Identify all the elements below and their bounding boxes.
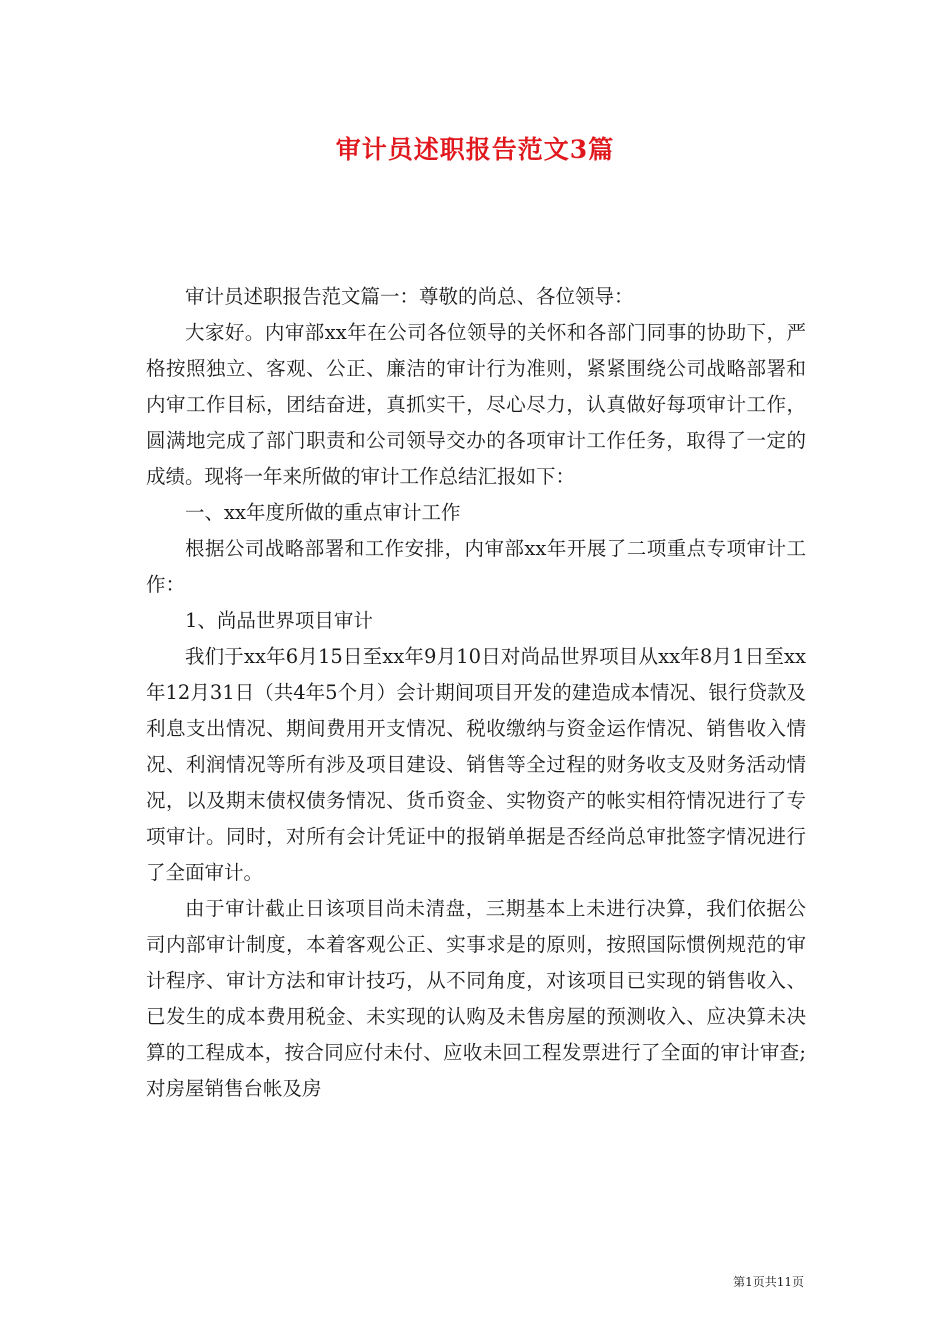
document-body [146,279,806,1107]
subsection-heading-1: 1、尚品世界项目审计 [185,609,373,632]
section-heading-1: 一、xx年度所做的重点审计工作 [185,501,461,524]
document-title: 审计员述职报告范文3篇 [335,135,615,164]
paragraph-intro: 大家好。内审部xx年在公司各位领导的关怀和各部门同事的协助下，严格按照独立、客观、公正、廉洁的审计行为准则，紧紧围绕公司战略部署和内审工作目标，团结奋进，真抓实干，尽心尽力，认真做好每项审计工作，圆满地完成了部门职责和公司领导交办的各项审计工作任务，取得了一定的成绩。现将一年来所做的审计工作总结汇报如下： [146,321,806,488]
page-number: 第1页共11页 [733,1275,804,1289]
paragraph-salutation: 审计员述职报告范文篇一：尊敬的尚总、各位领导： [185,285,634,308]
paragraph-audit-method: 由于审计截止日该项目尚未清盘，三期基本上未进行决算，我们依据公司内部审计制度，本着客观公正、实事求是的原则，按照国际惯例规范的审计程序、审计方法和审计技巧，从不同角度，对该项目已实现的销售收入、已发生的成本费用税金、未实现的认购及未售房屋的预测收入、应决算未决算的工程成本，按合同应付未付、应收未回工程发票进行了全面的审计审查;对房屋销售台帐及房 [146,897,806,1100]
paragraph-overview: 根据公司战略部署和工作安排，内审部xx年开展了二项重点专项审计工作： [146,537,806,596]
paragraph-audit-detail: 我们于xx年6月15日至xx年9月10日对尚品世界项目从xx年8月1日至xx年12月31日（共4年5个月）会计期间项目开发的建造成本情况、银行贷款及利息支出情况、期间费用开支情况、税收缴纳与资金运作情况、销售收入情况、利润情况等所有涉及项目建设、销售等全过程的财务收支及财务活动情况，以及期末债权债务情况、货币资金、实物资产的帐实相符情况进行了专项审计。同时，对所有会计凭证中的报销单据是否经尚总审批签字情况进行了全面审计。 [146,645,806,884]
